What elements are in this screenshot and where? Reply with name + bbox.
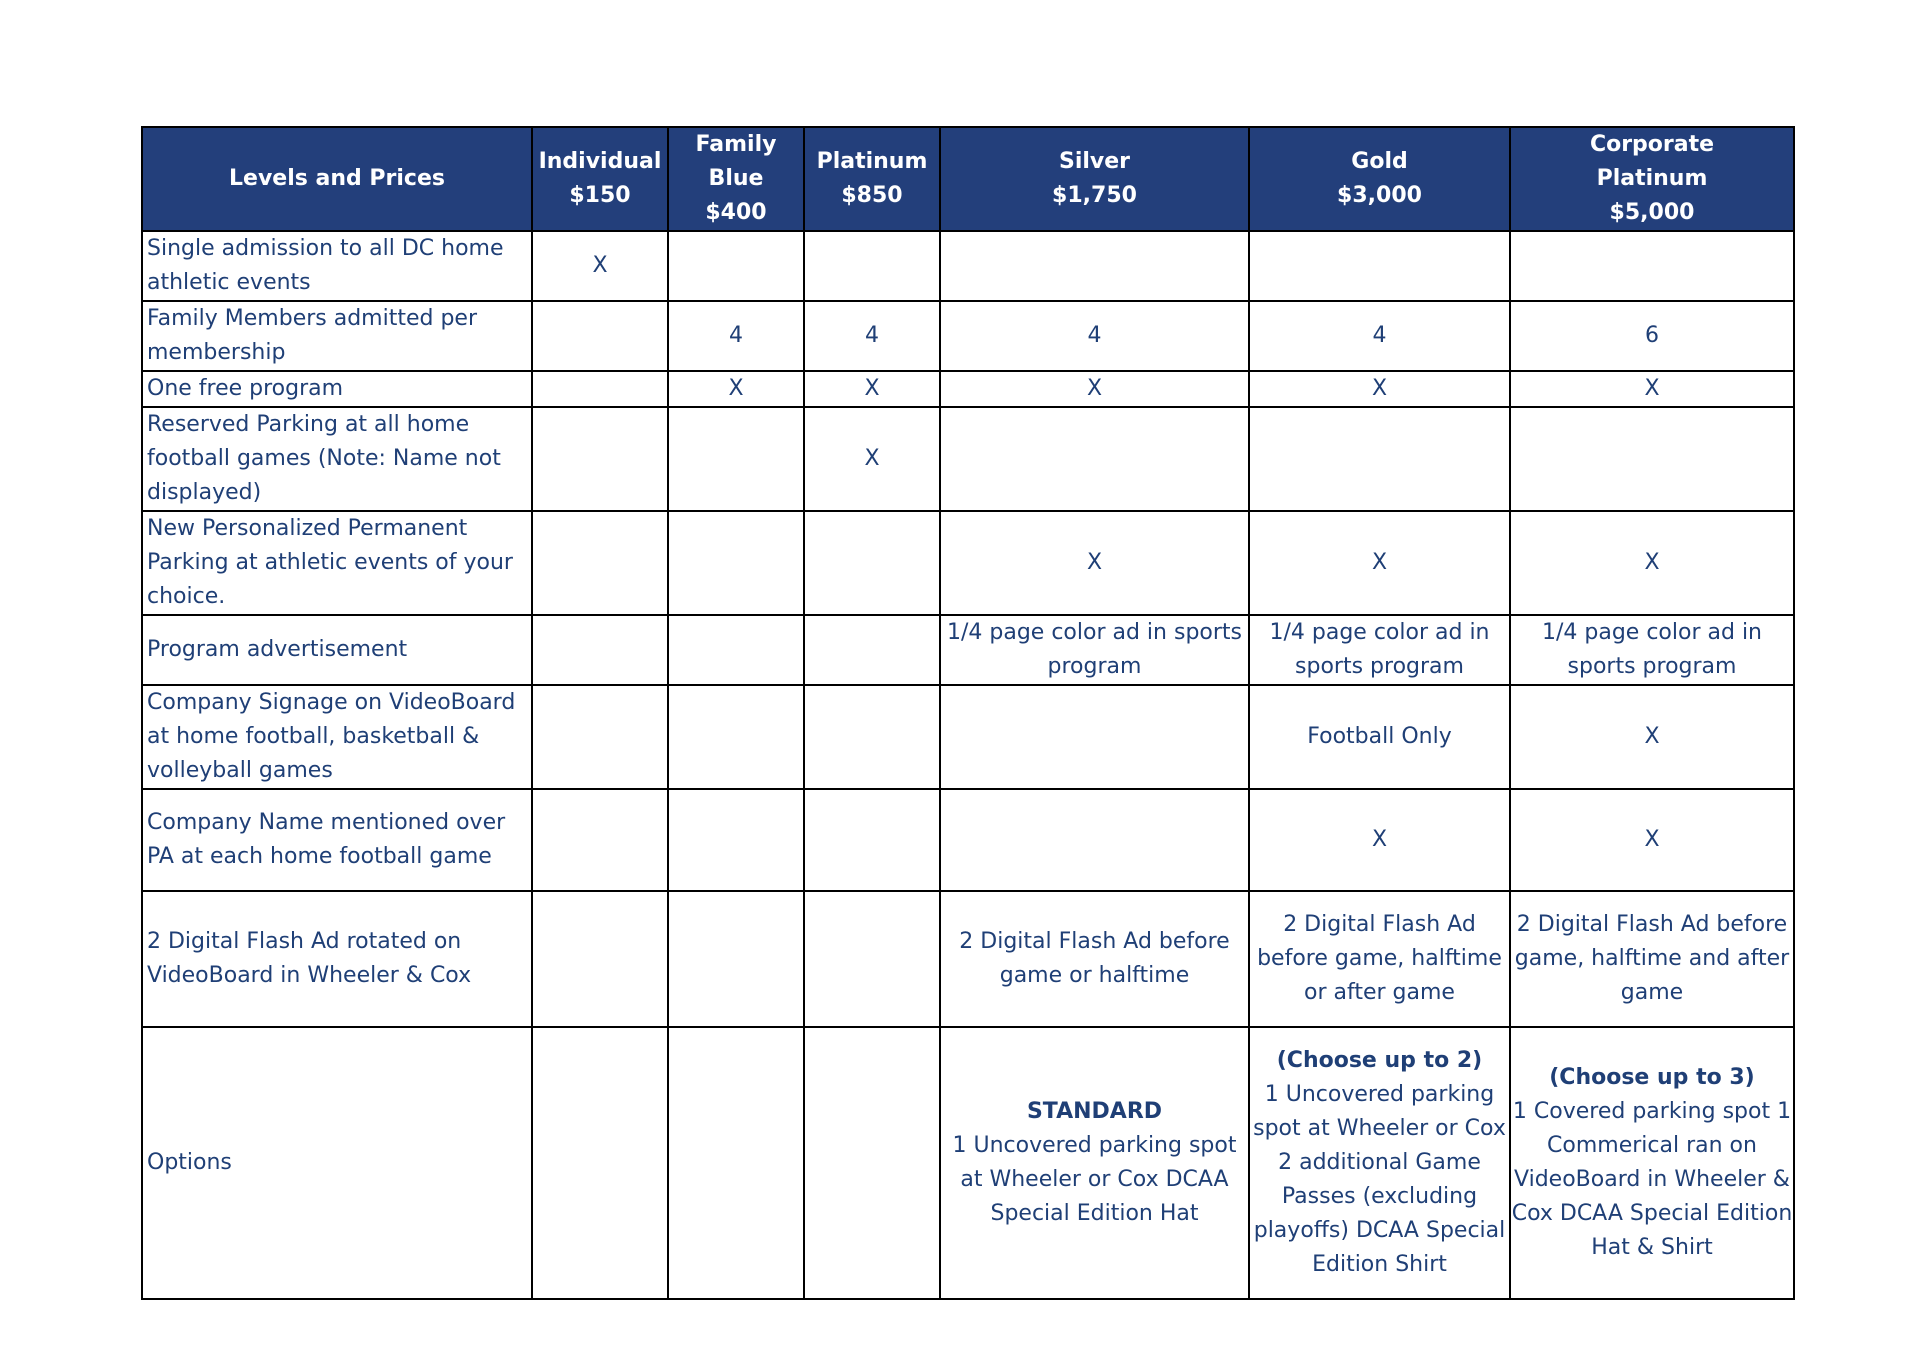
corporate-options-text: 1 Covered parking spot 1 Commerical ran on VideoBoard in Wheeler & Cox DCAA Special Edition Hat & Shirt — [1511, 1099, 1793, 1260]
cell-platinum — [804, 511, 940, 615]
cell-gold — [1249, 231, 1510, 301]
cell-silver — [940, 685, 1249, 789]
corporate-options-heading: (Choose up to 3) — [1549, 1065, 1755, 1090]
gold-options-heading: (Choose up to 2) — [1276, 1048, 1483, 1073]
table-row — [142, 789, 1794, 891]
cell-individual — [532, 511, 668, 615]
row-feature-label: New Personalized Permanent Parking at athletic events of your choice. — [142, 511, 532, 615]
cell-silver-options — [940, 1027, 1249, 1299]
cell-corporate-platinum: 2 Digital Flash Ad before game, halftime and after game — [1510, 891, 1794, 1027]
cell-gold: X — [1249, 789, 1510, 891]
header-gold: Gold $3,000 — [1249, 127, 1510, 231]
cell-silver: X — [940, 371, 1249, 407]
row-feature-label: Company Signage on VideoBoard at home football, basketball & volleyball games — [142, 685, 532, 789]
row-feature-label: Family Members admitted per membership — [142, 301, 532, 371]
cell-silver: X — [940, 511, 1249, 615]
cell-corporate-platinum: X — [1510, 511, 1794, 615]
silver-options-heading: STANDARD — [1026, 1099, 1163, 1124]
cell-silver: 2 Digital Flash Ad before game or halftime — [940, 891, 1249, 1027]
cell-individual — [532, 301, 668, 371]
cell-corporate-platinum: 1/4 page color ad in sports program — [1510, 615, 1794, 685]
cell-gold-options — [1249, 1027, 1510, 1299]
cell-platinum: X — [804, 371, 940, 407]
table-row — [142, 371, 1794, 407]
cell-individual — [532, 407, 668, 511]
options-row — [142, 1027, 1794, 1299]
cell-corporate-platinum: X — [1510, 371, 1794, 407]
cell-gold: 2 Digital Flash Ad before game, halftime or after game — [1249, 891, 1510, 1027]
cell-individual — [532, 615, 668, 685]
cell-platinum: 4 — [804, 301, 940, 371]
cell-individual — [532, 891, 668, 1027]
header-row — [142, 127, 1794, 231]
row-feature-label: Reserved Parking at all home football games (Note: Name not displayed) — [142, 407, 532, 511]
header-individual: Individual $150 — [532, 127, 668, 231]
cell-gold: X — [1249, 371, 1510, 407]
cell-corporate-platinum: 6 — [1510, 301, 1794, 371]
cell-platinum — [804, 1027, 940, 1299]
cell-platinum — [804, 231, 940, 301]
cell-platinum: X — [804, 407, 940, 511]
cell-individual — [532, 685, 668, 789]
cell-platinum — [804, 685, 940, 789]
cell-gold: Football Only — [1249, 685, 1510, 789]
table-row — [142, 615, 1794, 685]
cell-family-blue — [668, 1027, 804, 1299]
header-family-blue: Family Blue $400 — [668, 127, 804, 231]
cell-gold: 4 — [1249, 301, 1510, 371]
row-feature-label: One free program — [142, 371, 532, 407]
cell-platinum — [804, 789, 940, 891]
table-row — [142, 685, 1794, 789]
cell-silver — [940, 231, 1249, 301]
table-row — [142, 511, 1794, 615]
header-silver: Silver $1,750 — [940, 127, 1249, 231]
table-row — [142, 407, 1794, 511]
cell-family-blue: X — [668, 371, 804, 407]
membership-levels-sheet — [141, 126, 1793, 1300]
cell-corporate-platinum: X — [1510, 685, 1794, 789]
cell-corporate-options — [1510, 1027, 1794, 1299]
cell-family-blue — [668, 789, 804, 891]
cell-silver: 1/4 page color ad in sports program — [940, 615, 1249, 685]
cell-silver: 4 — [940, 301, 1249, 371]
cell-platinum — [804, 891, 940, 1027]
cell-silver — [940, 789, 1249, 891]
cell-individual: X — [532, 231, 668, 301]
gold-options-text: 1 Uncovered parking spot at Wheeler or Cox 2 additional Game Passes (excluding playoffs) DCAA Special Edition Shirt — [1253, 1082, 1506, 1277]
row-feature-label: Options — [142, 1027, 532, 1299]
cell-family-blue — [668, 615, 804, 685]
row-feature-label: Single admission to all DC home athletic events — [142, 231, 532, 301]
cell-corporate-platinum: X — [1510, 789, 1794, 891]
cell-family-blue: 4 — [668, 301, 804, 371]
cell-family-blue — [668, 685, 804, 789]
cell-gold: X — [1249, 511, 1510, 615]
table-row — [142, 891, 1794, 1027]
cell-silver — [940, 407, 1249, 511]
row-feature-label: Company Name mentioned over PA at each home football game — [142, 789, 532, 891]
cell-individual — [532, 371, 668, 407]
header-platinum: Platinum $850 — [804, 127, 940, 231]
cell-corporate-platinum — [1510, 407, 1794, 511]
cell-gold: 1/4 page color ad in sports program — [1249, 615, 1510, 685]
cell-family-blue — [668, 891, 804, 1027]
cell-gold — [1249, 407, 1510, 511]
row-feature-label: Program advertisement — [142, 615, 532, 685]
cell-corporate-platinum — [1510, 231, 1794, 301]
row-feature-label: 2 Digital Flash Ad rotated on VideoBoard in Wheeler & Cox — [142, 891, 532, 1027]
membership-levels-table — [141, 126, 1795, 1300]
table-row — [142, 301, 1794, 371]
cell-family-blue — [668, 407, 804, 511]
header-corporate-platinum: Corporate Platinum $5,000 — [1510, 127, 1794, 231]
table-row — [142, 231, 1794, 301]
header-levels-and-prices: Levels and Prices — [142, 127, 532, 231]
cell-individual — [532, 789, 668, 891]
silver-options-text: 1 Uncovered parking spot at Wheeler or Cox DCAA Special Edition Hat — [952, 1133, 1237, 1226]
cell-family-blue — [668, 231, 804, 301]
cell-platinum — [804, 615, 940, 685]
cell-individual — [532, 1027, 668, 1299]
cell-family-blue — [668, 511, 804, 615]
